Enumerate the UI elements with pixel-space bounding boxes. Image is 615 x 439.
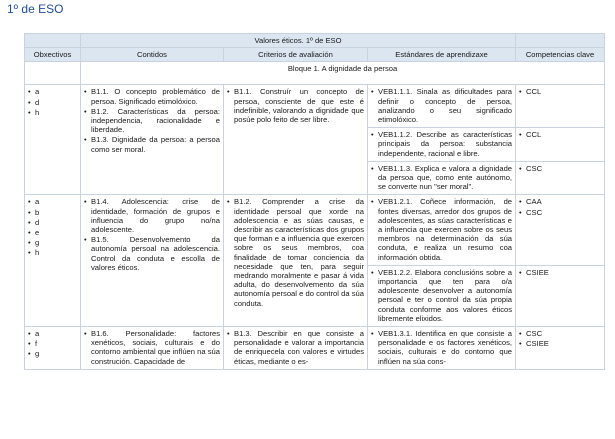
contents-cell bbox=[81, 85, 224, 195]
objective-item: • h bbox=[28, 108, 77, 117]
competencies-cell bbox=[516, 265, 605, 326]
competencies-cell bbox=[516, 128, 605, 162]
content-item: • B1.5. Desenvolvemento da autonomía persoal na adolescencia. Control da conduta e escolla de valores éticos. bbox=[84, 235, 220, 272]
competency-item: • CAA bbox=[519, 197, 601, 206]
objective-item: • e bbox=[28, 228, 77, 237]
curriculum-table bbox=[24, 33, 605, 370]
objective-item: • d bbox=[28, 218, 77, 227]
competency-item: • CSC bbox=[519, 164, 601, 173]
objectives-cell bbox=[25, 85, 81, 195]
block-title-row bbox=[25, 62, 605, 85]
contents-cell bbox=[81, 195, 224, 327]
competencies-cell bbox=[516, 161, 605, 195]
objectives-cell bbox=[25, 327, 81, 370]
standard-text: • VEB1.3.1. Identifica en que consiste a personalidade e os factores xenéticos, sociais, culturais e do contorno que inflúen na súa cons- bbox=[371, 329, 512, 366]
block-title: Bloque 1. A dignidade da persoa bbox=[81, 62, 605, 85]
standard-text: • VEB1.1.3. Explica e valora a dignidade da persoa que, como ente autónomo, se converte nun "ser moral". bbox=[371, 164, 512, 192]
block-left-cell bbox=[25, 62, 81, 85]
contents-cell bbox=[81, 327, 224, 370]
criterion-text: • B1.1. Construír un concepto de persoa, consciente de que este é indefinible, valorando a dignidade que posúe polo feito de ser libre. bbox=[227, 87, 364, 124]
standard-cell bbox=[368, 85, 516, 128]
header-corner-right bbox=[516, 34, 605, 48]
competency-item: • CCL bbox=[519, 87, 601, 96]
objective-item: • g bbox=[28, 238, 77, 247]
column-header-objectives: Obxectivos bbox=[25, 48, 81, 62]
criterion-cell bbox=[224, 327, 368, 370]
standard-text: • VEB1.2.2. Elabora conclusións sobre a importancia que ten para o/a adolescente desenvolver a autonomía persoal e ter o control da súa propia conduta conforme aos valores éticos libremente elixidos. bbox=[371, 268, 512, 323]
table-main-header: Valores éticos. 1º de ESO bbox=[81, 34, 516, 48]
page-title: 1º de ESO bbox=[7, 2, 64, 16]
standard-cell bbox=[368, 128, 516, 162]
objective-item: • a bbox=[28, 87, 77, 96]
column-header-contents: Contidos bbox=[81, 48, 224, 62]
content-item: • B1.3. Dignidade da persoa: a persoa como ser moral. bbox=[84, 135, 220, 153]
objective-item: • a bbox=[28, 197, 77, 206]
objective-item: • h bbox=[28, 248, 77, 257]
content-item: • B1.6. Personalidade: factores xenéticos, sociais, culturais e do contorno ambiental que inflúen na súa construción. Capacidade de bbox=[84, 329, 220, 366]
competency-item: • CSC bbox=[519, 329, 601, 338]
criterion-text: • B1.2. Comprender a crise da identidade persoal que xorde na adolescencia e as súas causas, e describir as características dos grupos que forman e a influencia que exercen sobre os seus membros, coa finalidade de tomar conciencia da necesidade que ten, para seguir medrando moralmente e pasar á vida adulta, do desenvolvemento da súa autonomía persoal e do control da súa conduta. bbox=[227, 197, 364, 307]
objective-item: • g bbox=[28, 349, 77, 358]
standard-cell bbox=[368, 195, 516, 265]
header-corner-left bbox=[25, 34, 81, 48]
standard-text: • VEB1.1.1. Sinala as dificultades para definir o concepto de persoa, analizando o seu significado etimolóxico. bbox=[371, 87, 512, 124]
standard-text: • VEB1.2.1. Coñece información, de fontes diversas, arredor dos grupos de adolescentes, as súas características e a influencia que exercen sobre os seus membros na determinación da súa conduta, e realiza un resumo coa información obtida. bbox=[371, 197, 512, 261]
table-row bbox=[25, 195, 605, 265]
content-item: • B1.1. O concepto problemático de persoa. Significado etimolóxico. bbox=[84, 87, 220, 105]
objective-item: • a bbox=[28, 329, 77, 338]
competency-item: • CSC bbox=[519, 208, 601, 217]
competencies-cell bbox=[516, 195, 605, 265]
competencies-cell bbox=[516, 85, 605, 128]
column-header-criteria: Criterios de avaliación bbox=[224, 48, 368, 62]
criterion-cell bbox=[224, 85, 368, 195]
standard-cell bbox=[368, 161, 516, 195]
table-row bbox=[25, 85, 605, 128]
objective-item: • b bbox=[28, 208, 77, 217]
competencies-cell bbox=[516, 327, 605, 370]
table-main-header-row bbox=[25, 34, 605, 48]
objective-item: • f bbox=[28, 339, 77, 348]
objectives-cell bbox=[25, 195, 81, 327]
criterion-text: • B1.3. Describir en que consiste a personalidade e valorar a importancia de enriquecela con valores e virtudes éticas, mediante o es- bbox=[227, 329, 364, 366]
standard-text: • VEB1.1.2. Describe as características principais da persoa: substancia independente, racional e libre. bbox=[371, 130, 512, 158]
competency-item: • CSIEE bbox=[519, 268, 601, 277]
content-item: • B1.4. Adolescencia: crise de identidade, formación de grupos e influencia do grupo no/na adolescente. bbox=[84, 197, 220, 234]
competency-item: • CSIEE bbox=[519, 339, 601, 348]
criterion-cell bbox=[224, 195, 368, 327]
competency-item: • CCL bbox=[519, 130, 601, 139]
table-row bbox=[25, 327, 605, 370]
column-header-standards: Estándares de aprendizaxe bbox=[368, 48, 516, 62]
objective-item: • d bbox=[28, 98, 77, 107]
content-item: • B1.2. Características da persoa: independencia, racionalidade e liberdade. bbox=[84, 107, 220, 135]
column-header-row bbox=[25, 48, 605, 62]
standard-cell bbox=[368, 265, 516, 326]
column-header-competencies: Competencias clave bbox=[516, 48, 605, 62]
standard-cell bbox=[368, 327, 516, 370]
